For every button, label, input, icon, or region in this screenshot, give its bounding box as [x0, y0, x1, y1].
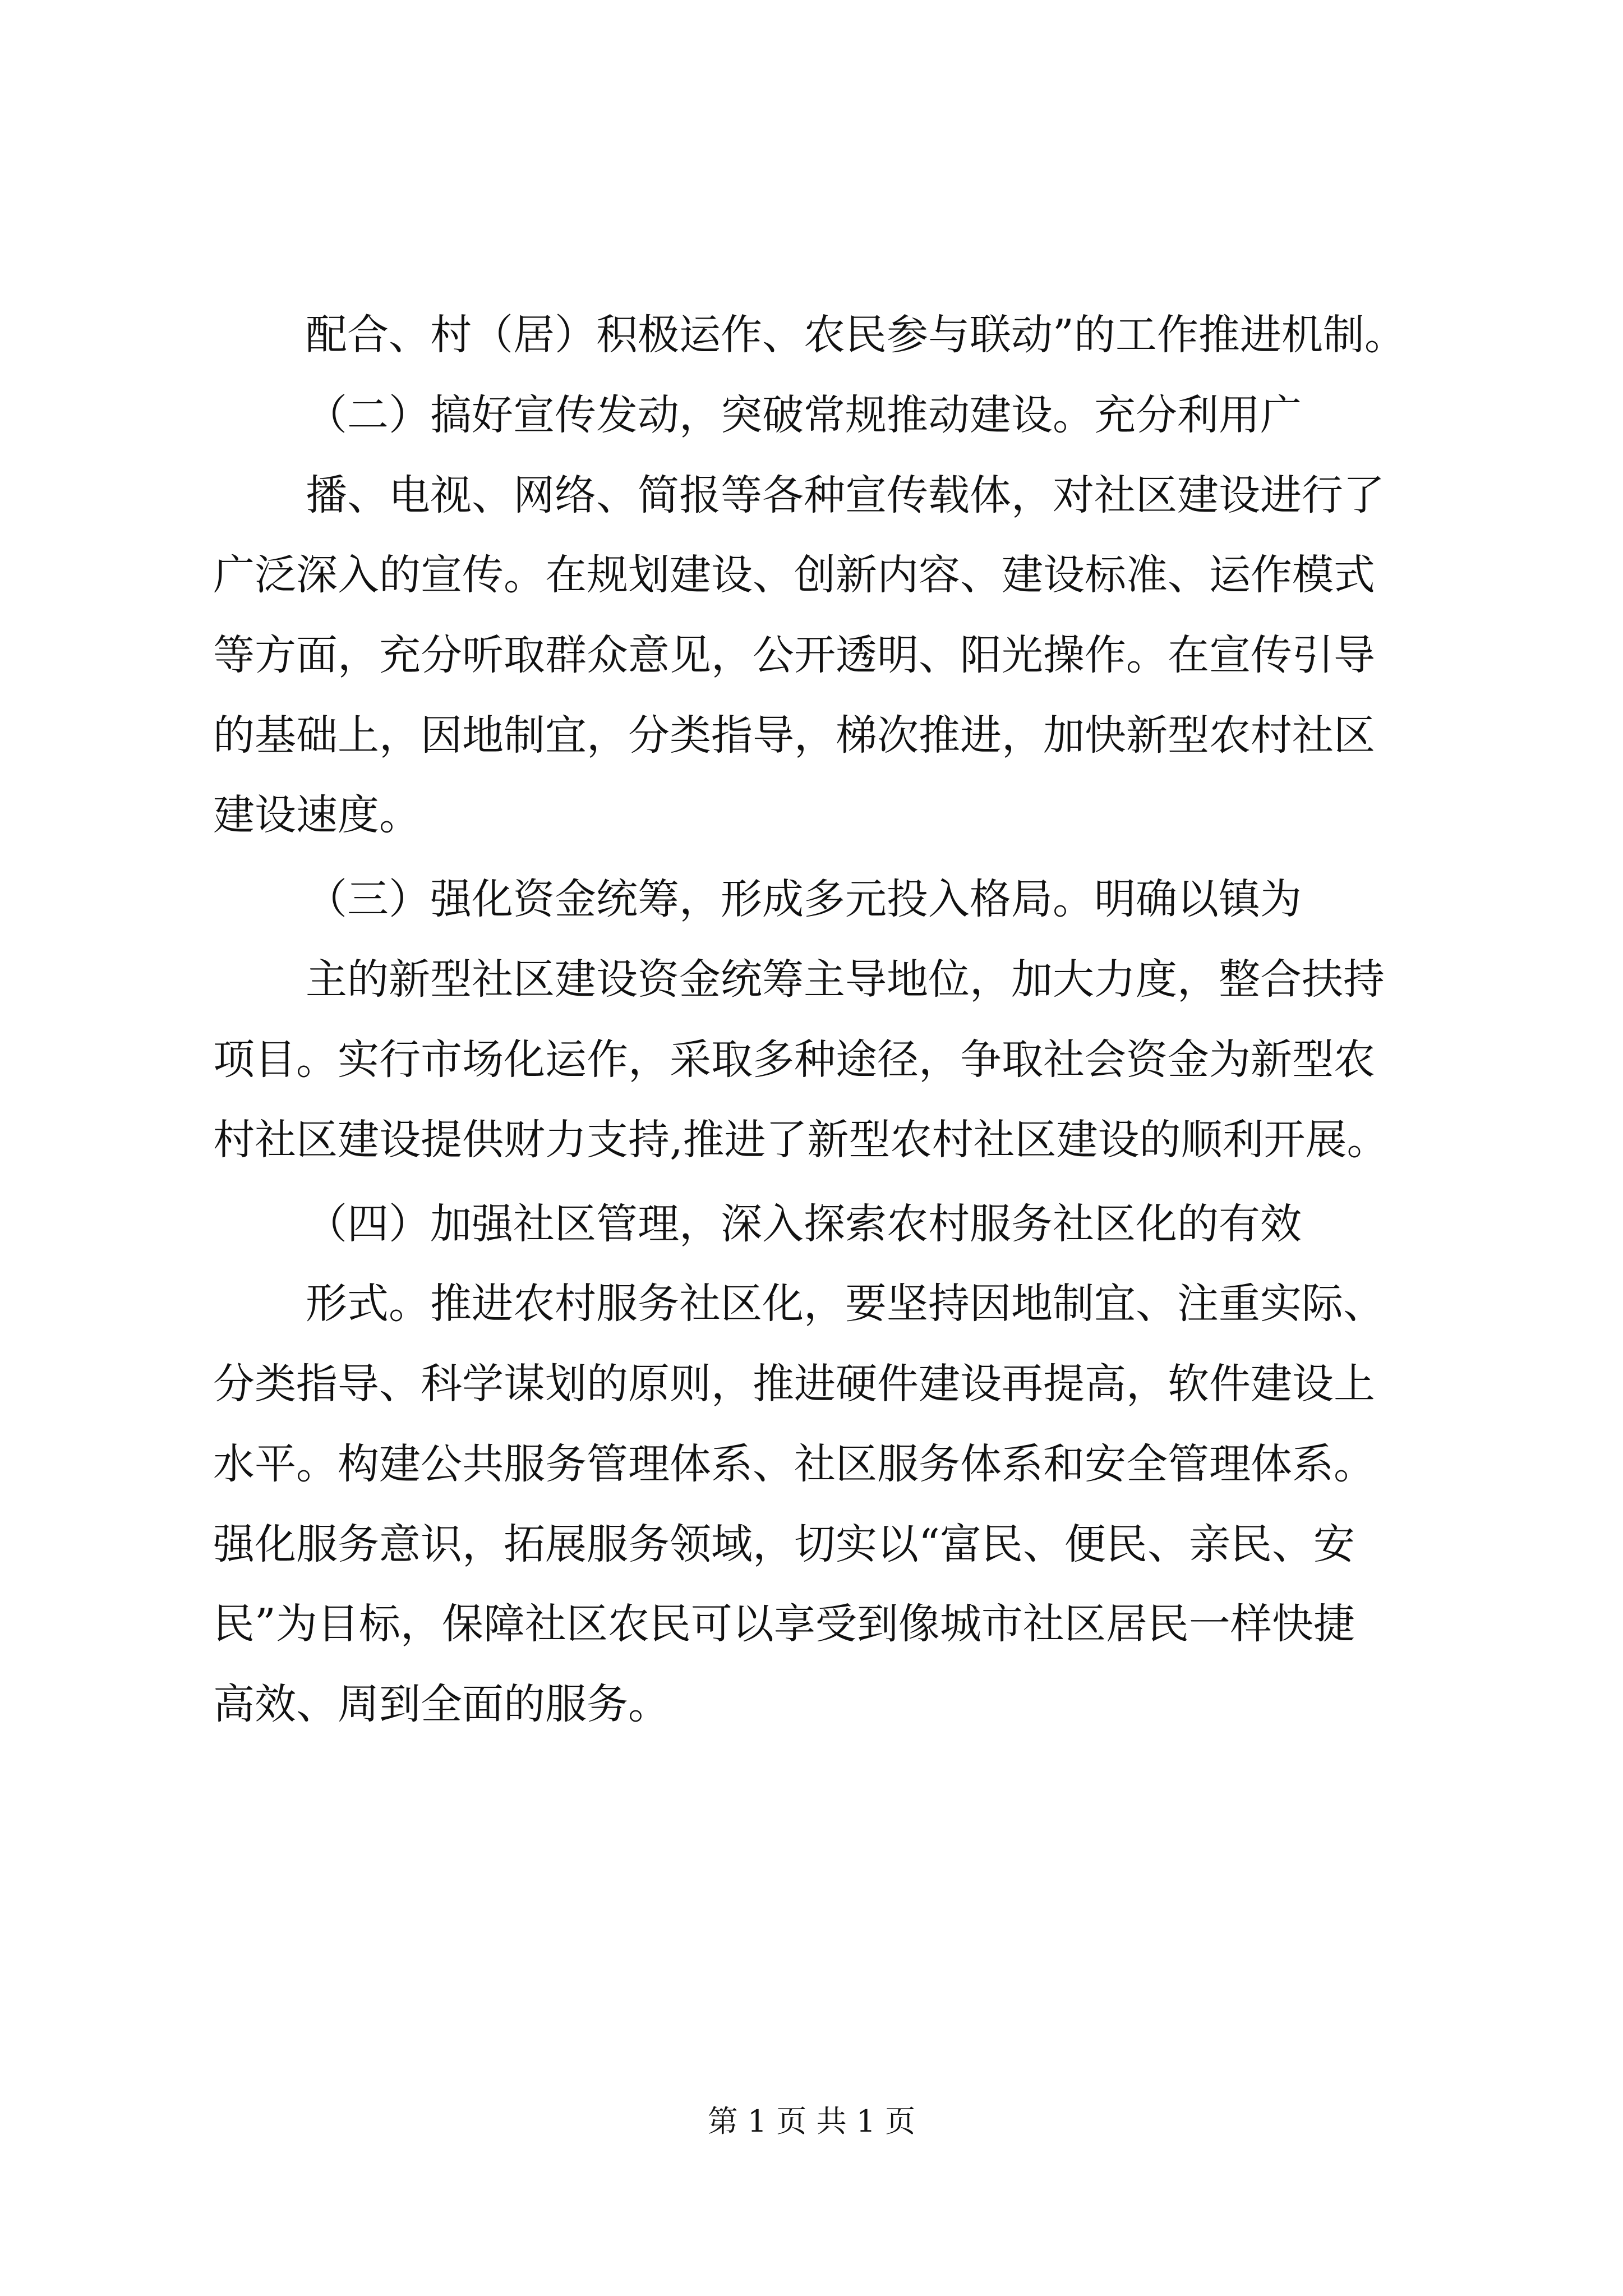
text-line: 高效、周到全面的服务。 [213, 1680, 670, 1728]
page-number-footer: 第 1 页 共 1 页 [707, 2104, 916, 2139]
text-line: （三）强化资金统筹，形成多元投入格局。明确以镇为 [306, 875, 1302, 923]
text-line: 建设速度。 [213, 791, 421, 839]
text-line: （二）搞好宣传发动，突破常规推动建设。充分利用广 [306, 391, 1302, 439]
text-line: 村社区建设提供财力支持,推进了新型农村社区建设的顺利开展。 [213, 1116, 1389, 1164]
text-line: 广泛深入的宣传。在规划建设、创新内容、建设标准、运作模式 [213, 551, 1375, 599]
text-line: 配合、村（居）积极运作、农民参与联动”的工作推进机制。 [306, 311, 1406, 359]
text-line: 水平。构建公共服务管理体系、社区服务体系和安全管理体系。 [213, 1440, 1375, 1488]
text-line: （四）加强社区管理，深入探索农村服务社区化的有效 [306, 1200, 1302, 1248]
text-line: 播、电视、网络、简报等各种宣传载体，对社区建设进行了 [306, 471, 1385, 519]
text-line: 项目。实行市场化运作，采取多种途径，争取社会资金为新型农 [213, 1036, 1375, 1084]
text-line: 强化服务意识，拓展服务领域，切实以“富民、便民、亲民、安 [213, 1520, 1355, 1568]
text-line: 等方面，充分听取群众意见，公开透明、阳光操作。在宣传引导 [213, 631, 1375, 679]
text-line: 主的新型社区建设资金统筹主导地位，加大力度，整合扶持 [306, 955, 1385, 1004]
text-line: 的基础上，因地制宜，分类指导，梯次推进，加快新型农村社区 [213, 711, 1375, 760]
text-line: 形式。推进农村服务社区化，要坚持因地制宜、注重实际、 [306, 1280, 1385, 1328]
text-line: 民”为目标，保障社区农民可以享受到像城市社区居民一样快捷 [213, 1600, 1355, 1648]
text-line: 分类指导、科学谋划的原则，推进硬件建设再提高，软件建设上 [213, 1360, 1375, 1408]
